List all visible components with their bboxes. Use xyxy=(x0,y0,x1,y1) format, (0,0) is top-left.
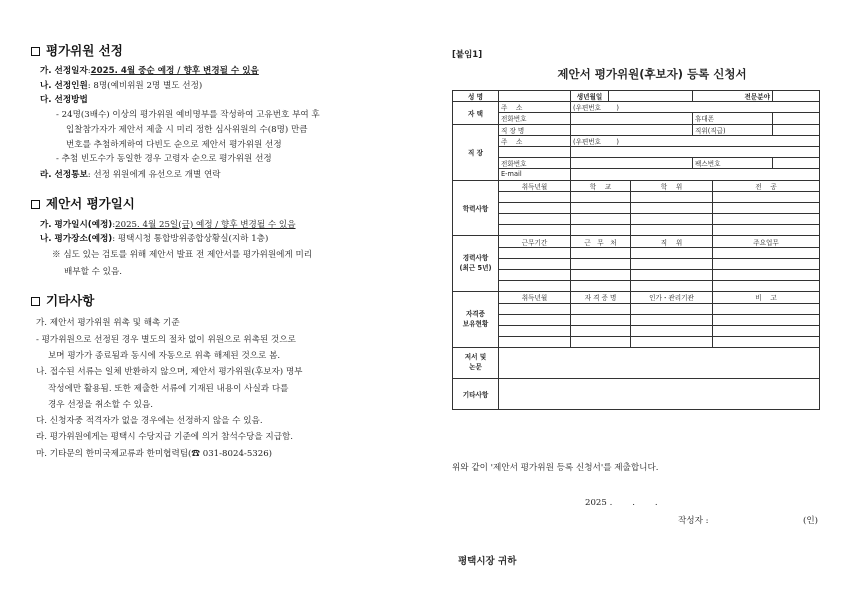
submit-statement: 위와 같이 '제안서 평가위원 등록 신청서'를 제출합니다. xyxy=(452,463,659,473)
date-line: 2025 . . . xyxy=(585,498,658,508)
writer-line: 작성자 : (인) xyxy=(678,516,818,526)
notice-section: 평가위원 선정 가. 선정일자 : 2025. 4월 중순 예정 / 향후 변경될 수 있음 나. 선정인원 : 8명(예비위원 2명 별도 선정) 다. 선정방법 - 24명(3배수) 이상의 평가위원 예비명부를 작성하여 고유번호 부여 후 입찰참가자가 제안서 제출 시 미리 정한 심사위원의 수(8명) 만큼 번호를 추첨하게하여 다빈도 순으로 제안서 평가위원 선정 - 추첨 빈도수가 동일한 경우 고령자 순으로 평가위원 선정 라. 선정통보 : 선정 위원에게 유선으로 개별 연락 제안서 평가일시 가. 평가일시(예정) : 2025. 4월 25일(금) 예정 / 향후 변경될 수 있음 나. 평가장소(예정) : 평택시청 통합방위종합상황실(지하 1층) ※ 심도 있는 검토를 위해 제안서 발표 전 제안서를 평가위원에게 미리 배부할 수 있음. 기타사항 가. 제안서 평가위원 위촉 및 해촉 기준 - 평가위원으로 선정된 경우 별도의 절차 없이 위원으로 위촉된 것으로 보며 평가가 종료됨과 동시에 자동으로 위촉 해제된 것으로 봄. 나. 접수된 서류는 일체 반환하지 않으며, 제안서 평가위원(후보자) 명부 작성에만 활용됨. 또한 제출한 서류에 기재된 내용이 사실과 다를 경우 선정을 취소할 수 있음. 다. 신청자중 적격자가 없을 경우에는 선정하지 않을 수 있음. 라. 평가위원에게는 평택시 수당지급 기준에 의거 참석수당을 지급함. 마. 기타문의 한미국제교류과 한미협력팀(☎ 031-8024-5326) xyxy=(30,42,400,462)
square-bullet-icon xyxy=(31,200,40,209)
square-bullet-icon xyxy=(31,47,40,56)
section-heading: 평가위원 선정 xyxy=(30,42,400,60)
square-bullet-icon xyxy=(31,297,40,306)
form-table: 성 명 생년월일 전문분야 자 택 주 소 (우편번호 ) 전화번호 휴대폰 직 장 직 장 명 직위(직급) 주 소 (우편번호 ) 전화번호 팩스번호 E-mail 학력사항 취득년월 학 교 학 위 전 공 경력사항 (최근 5년) 근무기간 근 무 처 직 위 주요업무 자격증 보유현황 취득년월 자 격 증 명 인가・관리기관 비 고 저서 및 논문 기타사항 xyxy=(452,90,820,410)
attachment-tag: [붙임1] xyxy=(452,50,483,60)
form-title: 제안서 평가위원(후보자) 등록 신청서 xyxy=(557,67,747,81)
section-heading: 제안서 평가일시 xyxy=(30,195,400,213)
section-heading: 기타사항 xyxy=(30,292,400,310)
addressee: 평택시장 귀하 xyxy=(458,556,517,567)
application-form xyxy=(452,48,817,410)
